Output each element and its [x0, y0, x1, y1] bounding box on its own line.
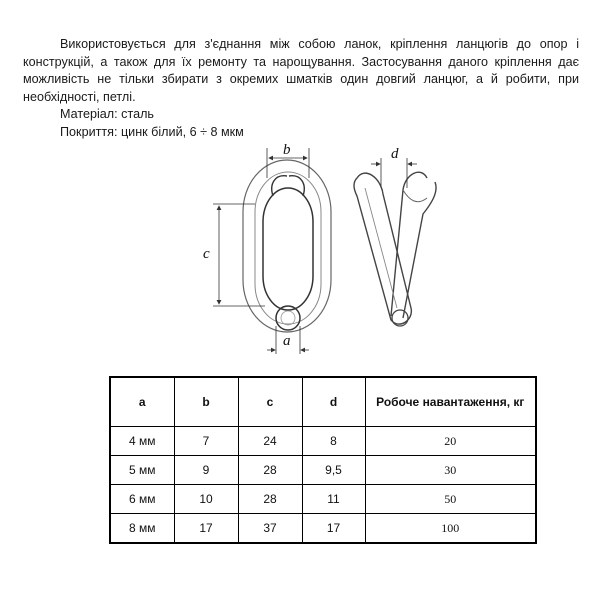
cell-load: 50: [365, 485, 536, 514]
cell-load: 100: [365, 514, 536, 544]
material-line: Матеріал: сталь: [60, 107, 154, 121]
table-row: [110, 485, 536, 514]
cell-b: 9: [174, 456, 238, 485]
cell-a: 5 мм: [110, 456, 174, 485]
table-row: [110, 427, 536, 456]
cell-load: 20: [365, 427, 536, 456]
cell-c: 37: [238, 514, 302, 544]
cell-a: 8 мм: [110, 514, 174, 544]
cell-a: 6 мм: [110, 485, 174, 514]
coating-line: Покриття: цинк білий, 6 ÷ 8 мкм: [60, 124, 244, 139]
label-a: a: [283, 333, 291, 349]
cell-d: 9,5: [302, 456, 365, 485]
table-row: [110, 456, 536, 485]
cell-b: 7: [174, 427, 238, 456]
header-load: Робоче навантаження, кг: [365, 377, 536, 427]
header-d: d: [302, 377, 365, 427]
header-b: b: [174, 377, 238, 427]
header-c: c: [238, 377, 302, 427]
label-c: c: [203, 246, 210, 262]
table-header-row: [110, 377, 536, 427]
cell-d: 17: [302, 514, 365, 544]
header-a: a: [110, 377, 174, 427]
cell-d: 11: [302, 485, 365, 514]
cell-b: 10: [174, 485, 238, 514]
cell-load: 30: [365, 456, 536, 485]
cell-c: 28: [238, 456, 302, 485]
side-view: [354, 172, 436, 326]
spec-table: [109, 376, 537, 544]
cell-c: 28: [238, 485, 302, 514]
chain-connector-drawing: [195, 138, 455, 358]
description-block: [23, 36, 579, 141]
table-row: [110, 514, 536, 544]
description-paragraph: Використовується для з'єднання між собою ланок, кріплення ланцюгів до опор і конструкцій, а також для їх ремонту та нарощування. Застосування даного кріплення дає можливість не тільки збирати з окремих шматків один довгий ланцюг, а й робити, при необхідності, петлі.: [23, 37, 579, 104]
cell-a: 4 мм: [110, 427, 174, 456]
label-b: b: [283, 142, 291, 158]
cell-b: 17: [174, 514, 238, 544]
cell-c: 24: [238, 427, 302, 456]
label-d: d: [391, 146, 399, 162]
cell-d: 8: [302, 427, 365, 456]
